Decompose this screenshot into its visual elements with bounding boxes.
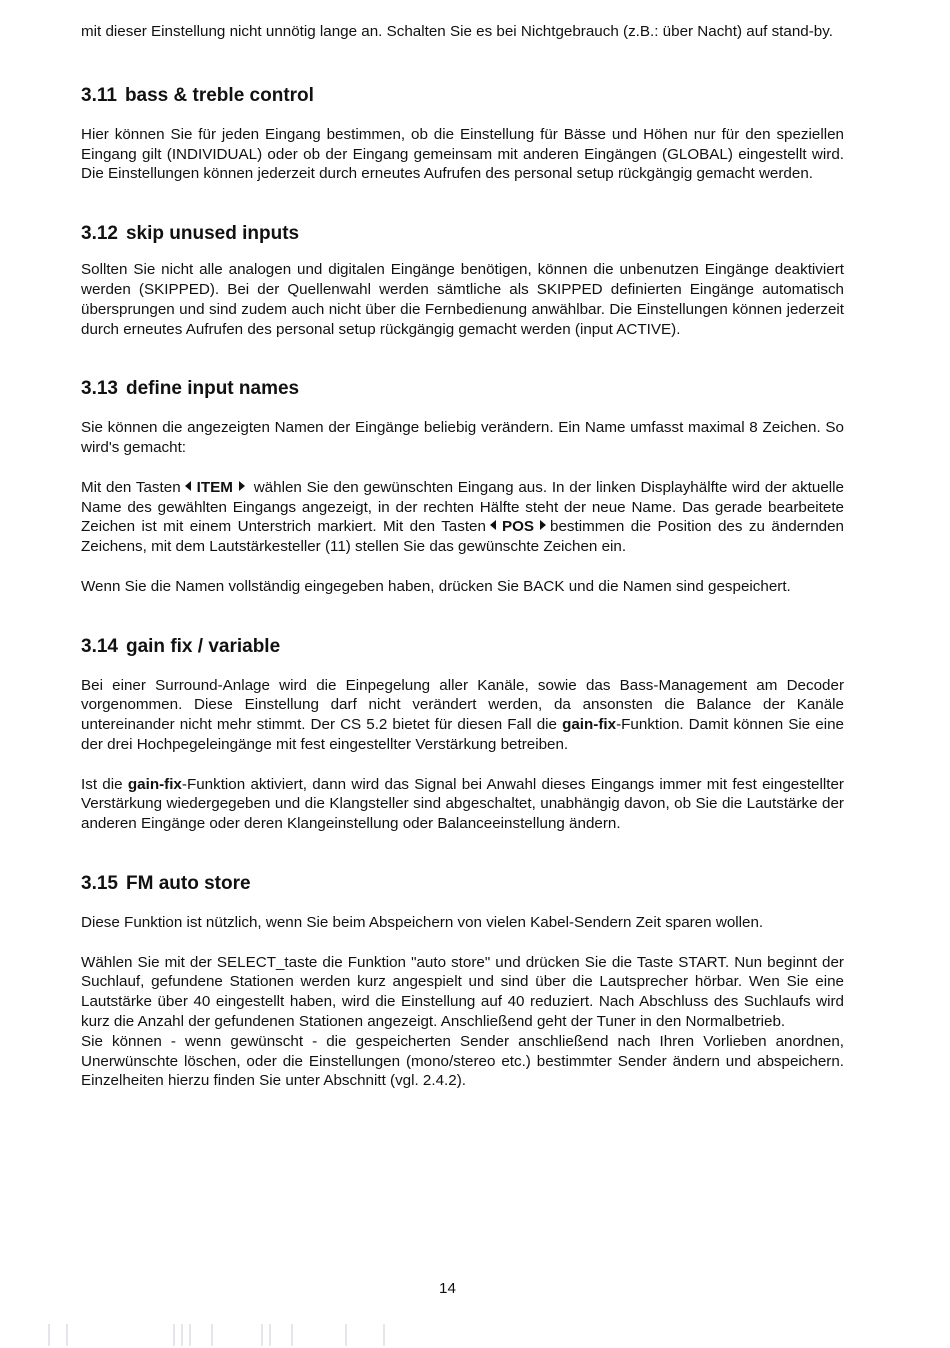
arrow-left-icon xyxy=(490,520,496,530)
text-run: Bei einer Surround-Anlage wird die Einpegelung aller Kanäle, sowie das Bass-Management am Decoder vorgenommen. Diese Einstellung darf nicht verändert werden, da ansonsten die Balance der Kanäle untereinander nicht mehr stimmt. Der CS 5.2 bietet für diesen Fall die xyxy=(81,676,844,734)
section-heading-3-14 xyxy=(81,635,844,659)
section-heading-3-12 xyxy=(81,222,844,246)
paragraph-3-13-3: Wenn Sie die Namen vollständig eingegeben haben, drücken Sie BACK und die Namen sind gespeichert. xyxy=(81,577,791,595)
paragraph-3-11-1: Hier können Sie für jeden Eingang bestimmen, ob die Einstellung für Bässe und Höhen nur für den speziellen Eingang gilt (INDIVIDUAL) oder ob der Eingang gemeinsam mit anderen Eingängen (GLOBAL) eingestellt wird. Die Einstellungen können jederzeit durch erneutes Aufrufen des personal setup rückgängig gemacht werden. xyxy=(81,125,844,183)
section-number: 3.15 xyxy=(81,872,118,894)
paragraph-3-15-1: Diese Funktion ist nützlich, wenn Sie beim Abspeichern von vielen Kabel-Sendern Zeit sparen wollen. xyxy=(81,913,764,931)
section-number: 3.13 xyxy=(81,378,118,400)
key-label-item: ITEM xyxy=(196,478,233,496)
text-run: Mit den Tasten xyxy=(81,478,181,496)
paragraph-3-13-1: Sie können die angezeigten Namen der Eingänge beliebig verändern. Ein Name umfasst maximal 8 Zeichen. So wird's gemacht: xyxy=(81,419,844,457)
text-run: -Funktion aktiviert, dann wird das Signal bei Anwahl dieses Eingangs immer mit fest eingestellter Verstärkung wiedergegeben und die Klangsteller sind abgeschaltet, unabhängig davon, ob Sie die Lautstärke der anderen Eingänge oder deren Klangeinstellung oder Balanceeinstellung ändern. xyxy=(81,775,844,833)
section-number: 3.14 xyxy=(81,635,118,657)
section-heading-3-13 xyxy=(81,377,844,401)
document-page xyxy=(81,22,844,1091)
bold-term: gain-fix xyxy=(562,716,617,734)
arrow-right-icon xyxy=(540,520,546,530)
text-run: Ist die xyxy=(81,775,123,793)
arrow-right-icon xyxy=(239,481,245,491)
text-run: bestimmen die Position des zu ändernden Zeichens, mit dem Lautstärkesteller (11) stellen Sie das gewünschte Zeichen ein. xyxy=(81,518,844,556)
section-title: define input names xyxy=(125,378,300,400)
scan-artifact-marks xyxy=(48,1324,428,1346)
arrow-left-icon xyxy=(185,481,191,491)
paragraph-3-13-2 xyxy=(81,478,844,557)
key-label-pos: POS xyxy=(501,518,535,536)
section-heading-3-15 xyxy=(81,872,844,896)
page-number: 14 xyxy=(439,1280,456,1297)
paragraph-3-12-1: Sollten Sie nicht alle analogen und digitalen Eingänge benötigen, können die unbenutzen Eingänge deaktiviert werden (SKIPPED). Bei der Quellenwahl werden sämtliche als SKIPPED definierten Eingänge automatisch übersprungen und sind zudem auch nicht über die Fernbedienung anwählbar. Die Einstellungen können jederzeit durch erneutes Aufrufen des personal setup rückgängig gemacht werden (input ACTIVE). xyxy=(81,261,844,338)
section-title: FM auto store xyxy=(125,872,251,894)
paragraph-3-15-3: Sie können - wenn gewünscht - die gespeicherten Sender anschließend nach Ihren Vorlieben anordnen, Unerwünschte löschen, oder die Einstellungen (mono/stereo etc.) bestimmter Sender ändern und abspeichern. Einzelheiten hierzu finden Sie unter Abschnitt (vgl. 2.4.2). xyxy=(81,1032,844,1090)
section-number: 3.11 xyxy=(81,84,117,106)
paragraph-3-15-2: Wählen Sie mit der SELECT_taste die Funktion "auto store" und drücken Sie die Taste START. Nun beginnt der Suchlauf, gefundene Stationen werden kurz angespielt und sind über die Lautsprecher hörbar. Wen Sie eine Lautstärke über 40 eingestellt haben, wird die Einstellung auf 40 reduziert. Nach Abschluss des Suchlaufs wird kurz die Anzahl der gefundenen Stationen angezeigt. Anschließend geht der Tuner in den Normalbetrieb. xyxy=(81,953,844,1030)
paragraph-3-14-1 xyxy=(81,676,844,755)
section-title: bass & treble control xyxy=(124,84,314,106)
intro-paragraph: mit dieser Einstellung nicht unnötig lange an. Schalten Sie es bei Nichtgebrauch (z.B.: über Nacht) auf stand-by. xyxy=(81,23,833,40)
text-run: wählen Sie den gewünschten Eingang aus. In der linken Displayhälfte wird der aktuelle Name des gewählten Eingangs angezeigt, in der rechten Hälfte steht der neue Name. Das gerade bearbeitete Zeichen ist mit einem Unterstrich markiert. Mit den Tasten xyxy=(81,478,844,536)
bold-term: gain-fix xyxy=(127,775,182,793)
section-heading-3-11 xyxy=(81,84,844,108)
text-run: -Funktion. Damit können Sie eine der drei Hochpegeleingänge mit fest eingestellter Verstärkung betreiben. xyxy=(81,716,844,753)
section-number: 3.12 xyxy=(81,223,118,245)
section-title: skip unused inputs xyxy=(125,223,300,245)
section-title: gain fix / variable xyxy=(125,635,281,657)
paragraph-3-14-2 xyxy=(81,775,844,834)
